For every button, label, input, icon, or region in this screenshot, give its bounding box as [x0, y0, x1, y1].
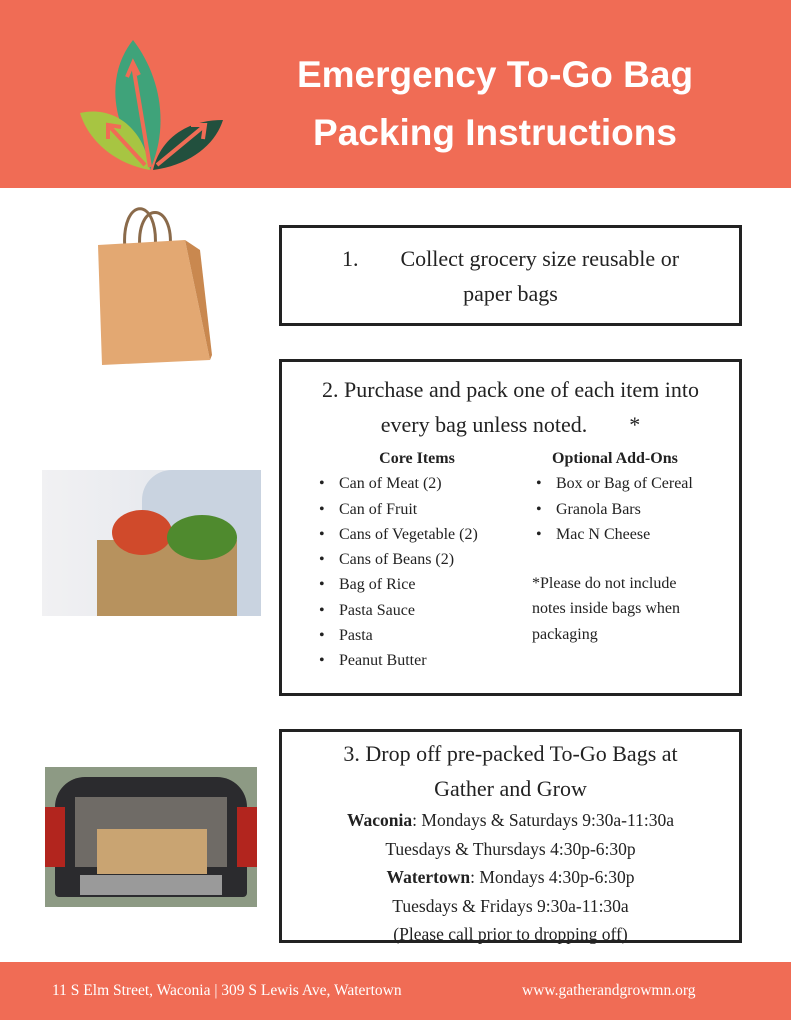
list-item: • Bag of Rice — [317, 572, 537, 597]
step-text: paper bags — [463, 281, 558, 306]
header-banner — [0, 0, 791, 188]
page-title — [250, 46, 740, 162]
step-1-box — [279, 225, 742, 326]
packaging-note — [532, 571, 734, 647]
hours: : Mondays 4:30p-6:30p — [470, 867, 635, 887]
optional-heading: Optional Add-Ons — [552, 450, 678, 467]
hours: : Mondays & Saturdays 9:30a-11:30a — [412, 810, 674, 830]
note-line: packaging — [532, 625, 598, 643]
note-line: notes inside bags when — [532, 600, 680, 618]
list-item: • Mac N Cheese — [534, 522, 694, 547]
groceries-in-hands-photo — [42, 470, 261, 616]
location-label: Waconia — [347, 810, 413, 830]
list-item: • Can of Fruit — [317, 497, 537, 522]
step-2-box — [279, 359, 742, 696]
hours: Tuesdays & Fridays 9:30a-11:30a — [392, 895, 629, 916]
paper-bag-image — [90, 195, 215, 373]
step-text: 2. Purchase and pack one of each item into — [322, 377, 699, 402]
step-number: 1. — [341, 246, 359, 271]
step-text-line: every bag unless noted. — [380, 412, 588, 437]
call-note: (Please call prior to dropping off) — [393, 924, 628, 944]
list-item: • Granola Bars — [534, 497, 694, 522]
list-item: • Peanut Butter — [317, 648, 537, 673]
step-1-line — [282, 241, 739, 276]
optional-items-column — [534, 446, 734, 647]
list-item: • Box or Bag of Cereal — [534, 471, 694, 496]
list-item: • Pasta — [317, 623, 537, 648]
website-link[interactable]: www.gatherandgrowmn.org — [522, 982, 696, 999]
location-label: Watertown — [386, 867, 471, 887]
footer — [0, 962, 791, 1020]
core-items-column — [317, 446, 537, 674]
core-items-heading: Core Items — [379, 450, 455, 467]
car-trunk-photo — [45, 767, 257, 907]
note-line: *Please do not include — [532, 575, 677, 593]
step-text: Collect grocery size reusable or — [400, 246, 680, 271]
gather-and-grow-logo-icon — [75, 35, 225, 175]
asterisk: * — [629, 412, 641, 437]
list-item: • Cans of Vegetable (2) — [317, 522, 537, 547]
list-item: • Can of Meat (2) — [317, 471, 537, 496]
step-3-box — [279, 729, 742, 943]
list-item: • Cans of Beans (2) — [317, 547, 537, 572]
hours: Tuesdays & Thursdays 4:30p-6:30p — [385, 838, 636, 859]
address: 11 S Elm Street, Waconia | 309 S Lewis Ave, Watertown — [52, 982, 402, 999]
drop-off-hours — [282, 806, 739, 949]
title-line: Emergency To-Go Bag — [296, 54, 694, 95]
list-item: • Pasta Sauce — [317, 598, 537, 623]
step-text: 3. Drop off pre-packed To-Go Bags at — [343, 741, 678, 766]
title-line: Packing Instructions — [313, 112, 677, 153]
step-text: Gather and Grow — [434, 776, 587, 801]
step-text — [282, 407, 739, 442]
